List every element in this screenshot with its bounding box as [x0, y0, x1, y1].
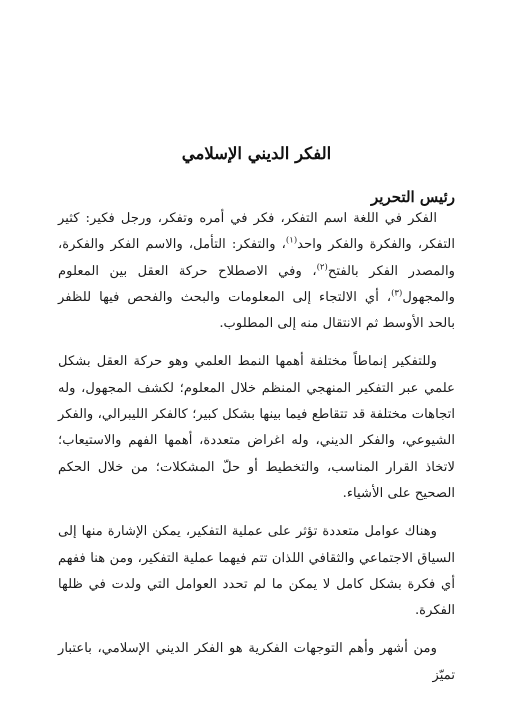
author-heading: رئيس التحرير	[371, 188, 455, 207]
footnote-ref-2[interactable]: (٢)	[316, 262, 328, 273]
footnote-ref-3[interactable]: (٣)	[391, 288, 403, 299]
article-body	[58, 206, 455, 701]
paragraph-1	[58, 206, 455, 337]
page-title: الفكر الديني الإسلامي	[181, 144, 332, 164]
paragraph-4: ومن أشهر وأهم التوجهات الفكرية هو الفكر الديني الإسلامي، باعتبار تميّز	[58, 641, 455, 683]
paragraph-1-part-1: الفكر في اللغة اسم التفكر، فكر في أمره وتفكر، ورجل فكير: كثير التفكر، والفكرة والفكر واحد	[58, 211, 455, 253]
footnote-ref-1[interactable]: (١)	[285, 235, 298, 246]
paragraph-3: وهناك عوامل متعددة تؤثر على عملية التفكير، يمكن الإشارة منها إلى السياق الاجتماعي والثقافي اللذان تتم فيهما عملية التفكير، ومن هنا ففهم أي فكرة بشكل كامل لا يمكن ما لم تحدد العوامل التي ولدت في ظلها الفكرة.	[58, 524, 455, 619]
paragraph-2: وللتفكير إنماطاً مختلفة أهمها النمط العلمي وهو حركة العقل بشكل علمي عبر التفكير المنهجي المنظم خلال المعلوم؛ لكشف المجهول، وله اتجاهات مختلفة قد تتقاطع فيما بينها بشكل كبير؛ كالفكر الليبرالي، والفكر الشيوعي، والفكر الديني، وله اغراض متعددة، أهمها الفهم والاستيعاب؛ لاتخاذ القرار المناسب، والتخطيط أو حلّ المشكلات؛ من خلال الحكم الصحيح على الأشياء.	[58, 354, 455, 501]
paragraph-1-part-3: ، وفي الاصطلاح حركة العقل بين المعلوم والمجهول	[58, 263, 455, 305]
paragraph-1-part-2: ، والتفكر: التأمل، والاسم الفكر والفكرة، والمصدر الفكر بالفتح	[58, 237, 455, 279]
paragraph-1-part-4: ، أي الالتجاء إلى المعلومات والبحث والفحص فيها للظفر بالحد الأوسط ثم الانتقال منه إلى المطلوب.	[58, 289, 455, 332]
document-page	[58, 0, 455, 706]
